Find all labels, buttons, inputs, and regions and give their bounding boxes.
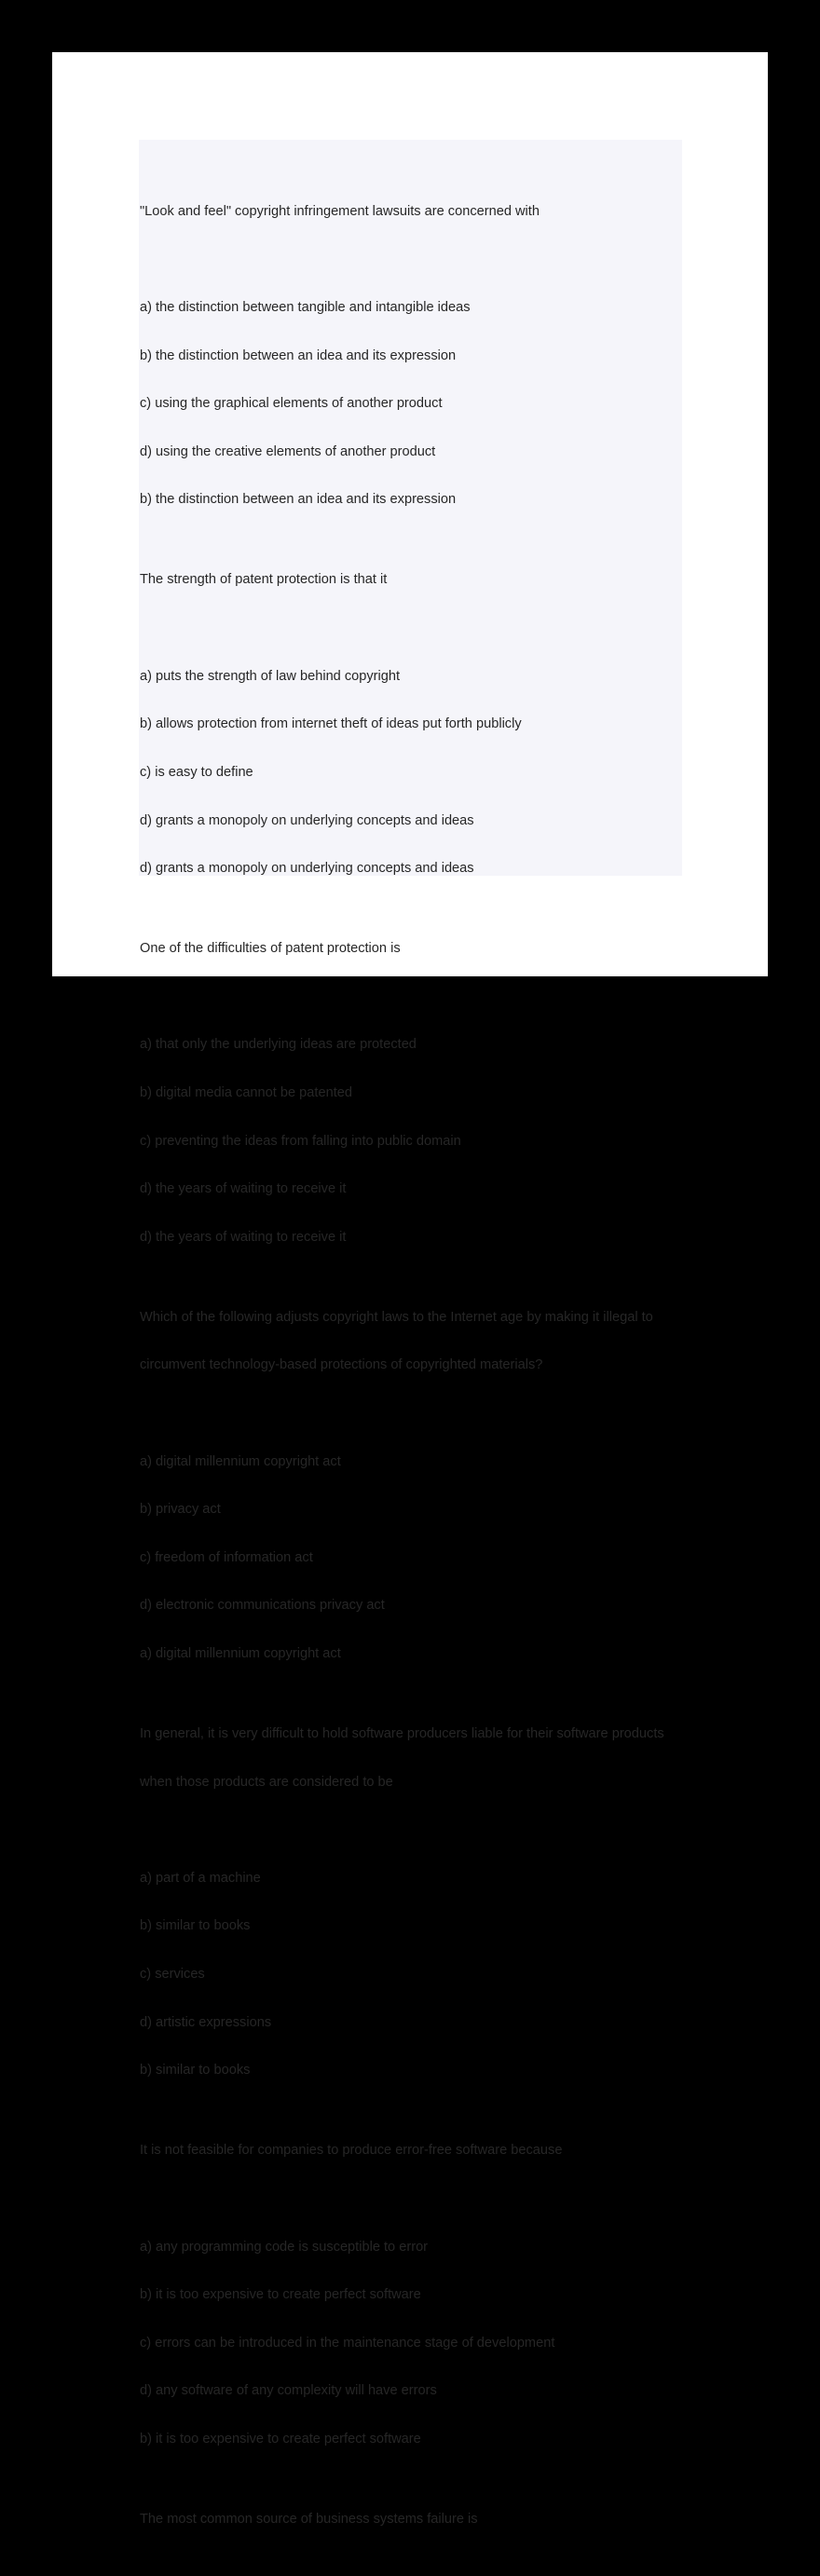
option-a: a) puts the strength of law behind copyright: [140, 668, 401, 684]
option-c: c) preventing the ideas from falling into public domain: [140, 1133, 461, 1149]
question-text: The most common source of business systems failure is: [140, 2511, 478, 2527]
option-c: c) is easy to define: [140, 764, 253, 780]
answer-text: a) digital millennium copyright act: [140, 1646, 341, 1662]
option-b: b) it is too expensive to create perfect software: [140, 2287, 421, 2303]
option-d: d) the years of waiting to receive it: [140, 1181, 347, 1197]
option-a: a) that only the underlying ideas are protected: [140, 1037, 417, 1053]
option-c: c) services: [140, 1967, 205, 1983]
option-b: b) allows protection from internet theft of ideas put forth publicly: [140, 716, 522, 732]
blank-line: [140, 1822, 680, 1838]
question-text-line-2: circumvent technology-based protections of copyrighted materials?: [140, 1357, 543, 1373]
option-d: d) artistic expressions: [140, 2014, 272, 2030]
question-text: One of the difficulties of patent protection is: [140, 941, 401, 957]
question-content-box: [139, 140, 682, 2527]
blank-line: [140, 989, 680, 1005]
answer-text: d) the years of waiting to receive it: [140, 1229, 347, 1245]
document-page: [52, 52, 768, 2527]
option-d: d) grants a monopoly on underlying concepts and ideas: [140, 812, 474, 828]
option-a: a) digital millennium copyright act: [140, 1453, 341, 1469]
question-text: "Look and feel" copyright infringement lawsuits are concerned with: [140, 203, 540, 219]
option-d: d) using the creative elements of another product: [140, 443, 436, 459]
blank-line: [140, 252, 680, 267]
question-text: It is not feasible for companies to produce error-free software because: [140, 2143, 563, 2159]
question-text: The strength of patent protection is that it: [140, 572, 388, 588]
option-b: b) privacy act: [140, 1502, 221, 1518]
option-d: d) any software of any complexity will have errors: [140, 2383, 437, 2399]
option-b: b) similar to books: [140, 1918, 251, 1934]
answer-text: b) the distinction between an idea and its expression: [140, 492, 457, 508]
question-text-line-1: In general, it is very difficult to hold software producers liable for their software products: [140, 1726, 664, 1742]
blank-line: [140, 2191, 680, 2207]
question-text-line-1: Which of the following adjusts copyright laws to the Internet age by making it illegal to: [140, 1309, 653, 1325]
option-c: c) errors can be introduced in the maintenance stage of development: [140, 2335, 555, 2351]
option-c: c) freedom of information act: [140, 1549, 313, 1565]
option-c: c) using the graphical elements of another product: [140, 396, 443, 412]
answer-text: b) it is too expensive to create perfect software: [140, 2431, 421, 2447]
question-text-line-2: when those products are considered to be: [140, 1774, 393, 1790]
blank-line: [140, 1406, 680, 1422]
option-a: a) any programming code is susceptible to error: [140, 2239, 429, 2255]
option-b: b) the distinction between an idea and its expression: [140, 348, 457, 363]
answer-text: b) similar to books: [140, 2063, 251, 2079]
blank-line: [140, 620, 680, 636]
option-a: a) the distinction between tangible and intangible ideas: [140, 300, 471, 316]
answer-text: d) grants a monopoly on underlying concepts and ideas: [140, 861, 474, 877]
option-b: b) digital media cannot be patented: [140, 1084, 352, 1100]
option-d: d) electronic communications privacy act: [140, 1598, 385, 1614]
question-text-block: [140, 140, 680, 2576]
option-a: a) part of a machine: [140, 1870, 261, 1886]
